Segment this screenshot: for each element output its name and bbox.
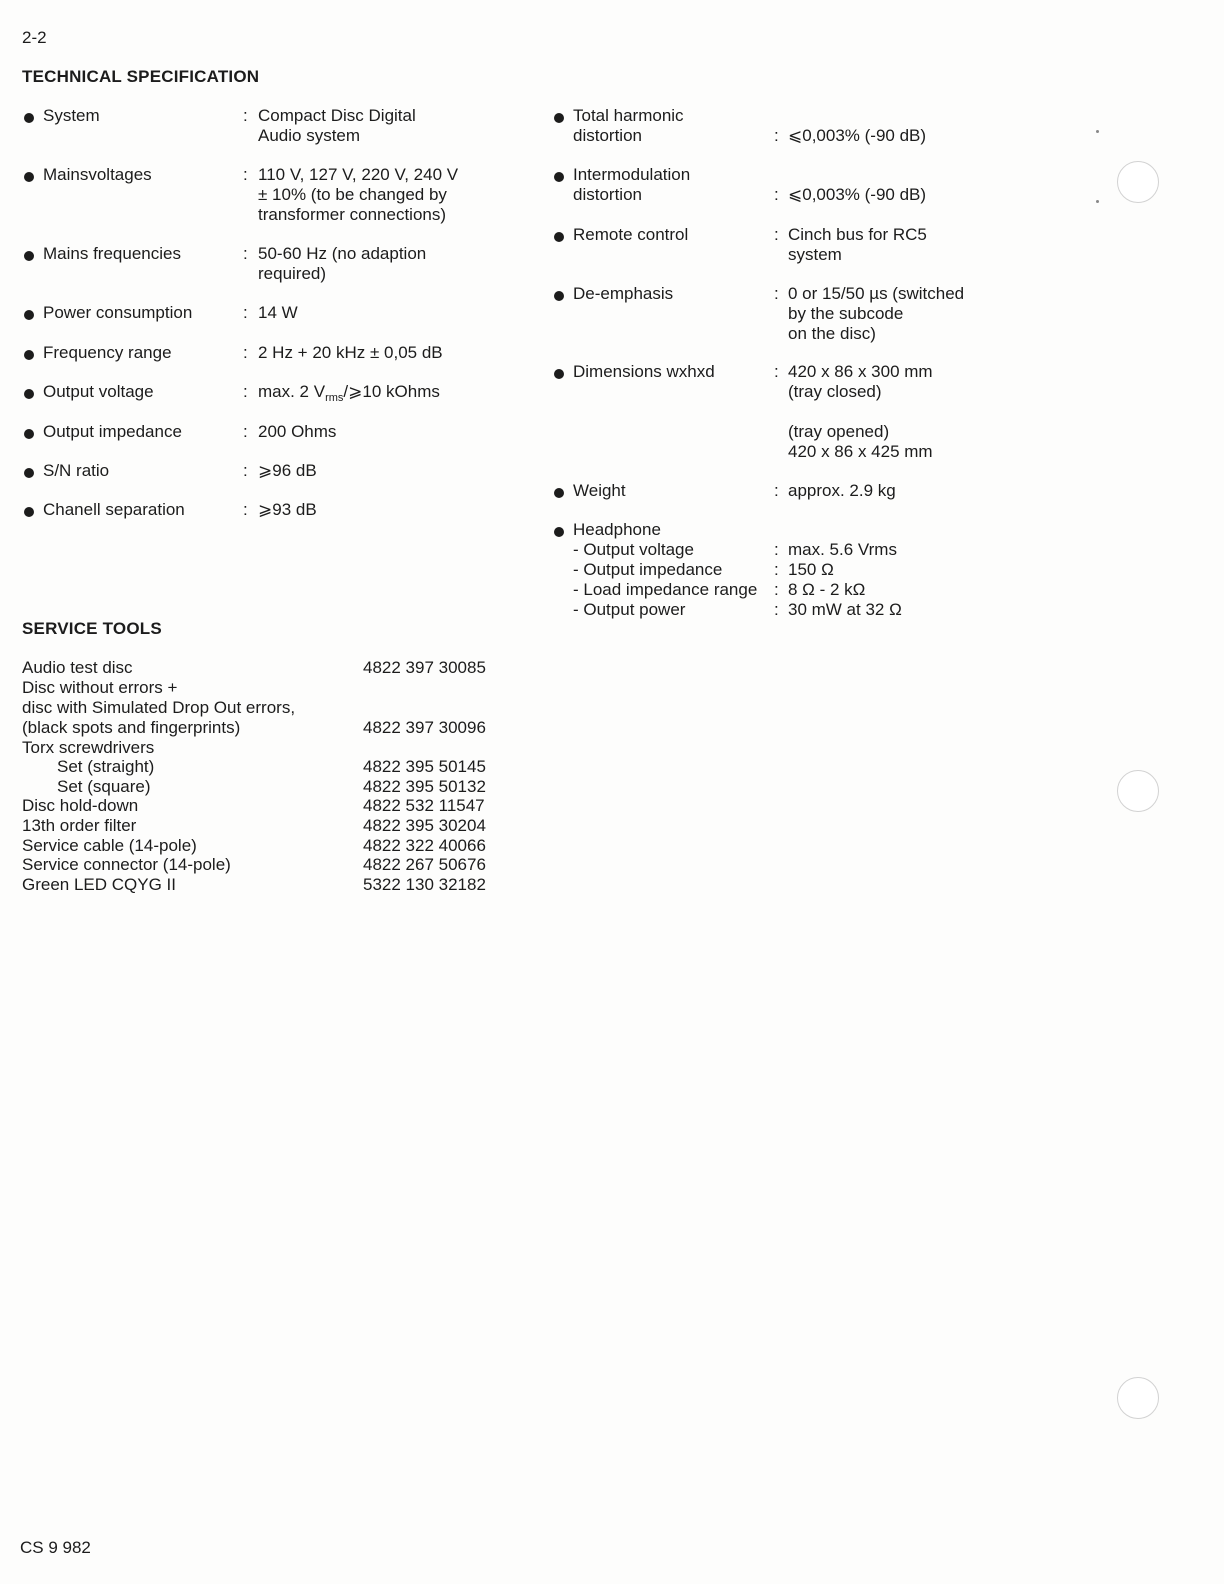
bullet-icon bbox=[24, 350, 34, 360]
punch-hole bbox=[1117, 1377, 1159, 1419]
spec-value: 2 Hz + 20 kHz ± 0,05 dB bbox=[258, 343, 443, 362]
scan-speck bbox=[1096, 200, 1099, 203]
spec-value: max. 2 $V_{rms}/⩾10$ kOhms bbox=[258, 382, 440, 404]
bullet-icon bbox=[554, 369, 564, 379]
colon: : bbox=[774, 225, 779, 244]
bullet-icon bbox=[24, 251, 34, 261]
spec-label: Total harmonic distortion bbox=[573, 106, 684, 145]
tool-name: Service cable (14-pole) bbox=[22, 836, 197, 855]
colon: : bbox=[774, 481, 779, 500]
colon: : bbox=[243, 303, 248, 322]
bullet-icon bbox=[24, 113, 34, 123]
colon: : bbox=[243, 106, 248, 125]
headphone-item-value: 30 mW at 32 Ω bbox=[788, 600, 902, 619]
colon: : bbox=[774, 126, 779, 145]
tool-code: 4822 395 30204 bbox=[363, 816, 486, 835]
spec-label: Intermodulation distortion bbox=[573, 165, 691, 204]
spec-value: 14 W bbox=[258, 303, 298, 322]
tool-name: Torx screwdrivers bbox=[22, 738, 155, 757]
spec-label: Power consumption bbox=[43, 303, 193, 322]
bullet-icon bbox=[24, 468, 34, 478]
tool-code: 4822 532 11547 bbox=[363, 796, 485, 815]
service-tools-heading: SERVICE TOOLS bbox=[22, 619, 162, 638]
spec-label: Output voltage bbox=[43, 382, 154, 401]
tool-name: (black spots and fingerprints) bbox=[22, 718, 241, 737]
tool-name: disc with Simulated Drop Out errors, bbox=[22, 698, 296, 717]
tech-spec-heading: TECHNICAL SPECIFICATION bbox=[22, 67, 260, 86]
colon: : bbox=[774, 362, 779, 381]
bullet-icon bbox=[554, 291, 564, 301]
spec-value: 110 V, 127 V, 220 V, 240 V ± 10% (to be changed by transformer connections) bbox=[258, 165, 459, 224]
colon: : bbox=[243, 343, 248, 362]
bullet-icon bbox=[24, 507, 34, 517]
spec-label: Weight bbox=[573, 481, 626, 500]
bullet-icon bbox=[24, 310, 34, 320]
spec-value: ⩽0,003% (-90 dB) bbox=[788, 185, 927, 204]
spec-value: Compact Disc Digital Audio system bbox=[258, 106, 416, 145]
colon: : bbox=[243, 500, 248, 519]
headphone-item-value: 150 Ω bbox=[788, 560, 834, 579]
spec-label: De-emphasis bbox=[573, 284, 674, 303]
spec-label: Mainsvoltages bbox=[43, 165, 152, 184]
tool-code: 4822 397 30085 bbox=[363, 658, 486, 677]
tool-code: 5322 130 32182 bbox=[363, 875, 486, 894]
tool-name: Disc without errors + bbox=[22, 678, 178, 697]
colon: : bbox=[774, 540, 779, 559]
spec-label: Mains frequencies bbox=[43, 244, 181, 263]
spec-label: S/N ratio bbox=[43, 461, 110, 480]
bullet-icon bbox=[24, 429, 34, 439]
spec-value: 0 or 15/50 µs (switched by the subcode on the disc) bbox=[788, 284, 965, 343]
spec-value: ⩾93 dB bbox=[258, 500, 317, 519]
headphone-item-value: max. 5.6 Vrms bbox=[788, 540, 897, 559]
punch-hole bbox=[1117, 161, 1159, 203]
bullet-icon bbox=[24, 172, 34, 182]
spec-value: 50-60 Hz (no adaption required) bbox=[258, 244, 427, 283]
tool-code: 4822 322 40066 bbox=[363, 836, 486, 855]
spec-label: Chanell separation bbox=[43, 500, 185, 519]
bullet-icon bbox=[554, 232, 564, 242]
spec-label: Remote control bbox=[573, 225, 689, 244]
headphone-item-label: - Output impedance bbox=[573, 560, 723, 579]
colon: : bbox=[243, 461, 248, 480]
bullet-icon bbox=[554, 172, 564, 182]
colon: : bbox=[774, 600, 779, 619]
colon: : bbox=[243, 382, 248, 401]
bullet-icon bbox=[24, 389, 34, 399]
spec-value: 420 x 86 x 300 mm (tray closed) (tray opened) 420 x 86 x 425 mm bbox=[788, 362, 933, 461]
spec-label: Headphone bbox=[573, 520, 661, 539]
headphone-item-value: 8 Ω - 2 kΩ bbox=[788, 580, 866, 599]
headphone-item-label: - Output power bbox=[573, 600, 686, 619]
scan-speck bbox=[1096, 130, 1099, 133]
colon: : bbox=[243, 422, 248, 441]
bullet-icon bbox=[554, 527, 564, 537]
tool-name: Service connector (14-pole) bbox=[22, 855, 231, 874]
spec-label: System bbox=[43, 106, 100, 125]
spec-label: Output impedance bbox=[43, 422, 182, 441]
tool-code: 4822 397 30096 bbox=[363, 718, 486, 737]
tool-name: Disc hold-down bbox=[22, 796, 139, 815]
colon: : bbox=[243, 165, 248, 184]
punch-hole bbox=[1117, 770, 1159, 812]
colon: : bbox=[774, 185, 779, 204]
spec-value: Cinch bus for RC5 system bbox=[788, 225, 927, 264]
colon: : bbox=[774, 580, 779, 599]
spec-label: Dimensions wxhxd bbox=[573, 362, 715, 381]
tool-name: Set (straight) bbox=[57, 757, 155, 776]
tool-name: 13th order filter bbox=[22, 816, 137, 835]
page-number: 2-2 bbox=[22, 28, 47, 47]
colon: : bbox=[774, 284, 779, 303]
tool-name: Audio test disc bbox=[22, 658, 133, 677]
headphone-item-label: - Load impedance range bbox=[573, 580, 758, 599]
colon: : bbox=[243, 244, 248, 263]
headphone-item-label: - Output voltage bbox=[573, 540, 694, 559]
tool-code: 4822 395 50145 bbox=[363, 757, 486, 776]
spec-value: 200 Ohms bbox=[258, 422, 337, 441]
spec-label: Frequency range bbox=[43, 343, 172, 362]
footer-code: CS 9 982 bbox=[20, 1538, 91, 1557]
spec-value: ⩽0,003% (-90 dB) bbox=[788, 126, 927, 145]
tool-code: 4822 395 50132 bbox=[363, 777, 486, 796]
bullet-icon bbox=[554, 488, 564, 498]
tool-name: Set (square) bbox=[57, 777, 151, 796]
colon: : bbox=[774, 560, 779, 579]
tool-name: Green LED CQYG II bbox=[22, 875, 176, 894]
spec-value: approx. 2.9 kg bbox=[788, 481, 896, 500]
tool-code: 4822 267 50676 bbox=[363, 855, 486, 874]
spec-value: ⩾96 dB bbox=[258, 461, 317, 480]
bullet-icon bbox=[554, 113, 564, 123]
